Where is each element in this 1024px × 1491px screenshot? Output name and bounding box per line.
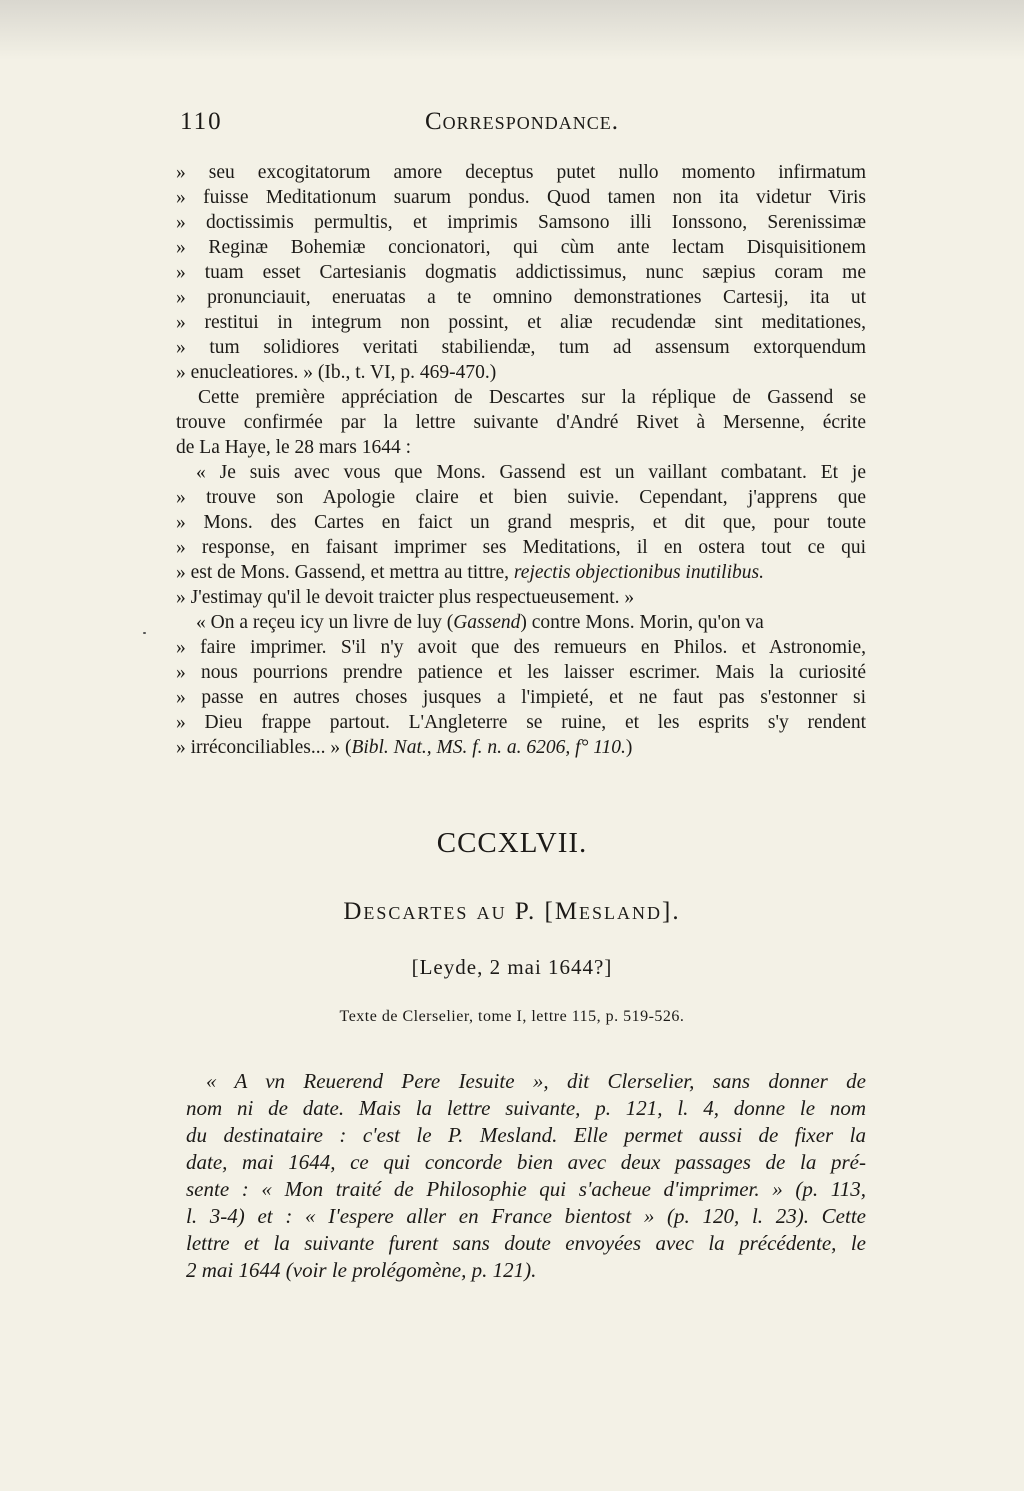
rivet-quote-text: ) bbox=[625, 737, 633, 758]
latin-quote-line: » fuisse Meditationum suarum pondus. Quod tamen non ita videtur Viris bbox=[176, 187, 866, 208]
rivet-quote-line: » J'estimay qu'il le devoit traicter plus respectueusement. » bbox=[176, 587, 635, 608]
rivet-quote-line: » Mons. des Cartes en faict un grand mespris, et dit que, pour toute bbox=[176, 512, 866, 533]
rivet-quote-text: » irréconciliables... » ( bbox=[176, 737, 352, 758]
latin-quote-line: » enucleatiores. » (Ib., t. VI, p. 469-470.) bbox=[176, 362, 497, 383]
rivet-quote-line: » Dieu frappe partout. L'Angleterre se ruine, et les esprits s'y rendent bbox=[176, 712, 866, 733]
rivet-quote-line: » faire imprimer. S'il n'y avoit que des remueurs en Philos. et Astronomie, bbox=[176, 637, 866, 658]
rivet-quote-text: » est de Mons. Gassend, et mettra au tittre, bbox=[176, 562, 514, 583]
rivet-quote-line: » trouve son Apologie claire et bien suivie. Cependant, j'apprens que bbox=[176, 487, 866, 508]
commentary-line: sente : « Mon traité de Philosophie qui s'acheue d'imprimer. » (p. 113, bbox=[186, 1177, 866, 1201]
letter-title: Descartes au P. [Mesland]. bbox=[343, 898, 681, 925]
latin-quote-line: » Reginæ Bohemiæ concionatori, qui cùm ante lectam Disquisitionem bbox=[176, 237, 866, 258]
rivet-quote-line bbox=[176, 560, 866, 585]
commentary-line: 2 mai 1644 (voir le prolégomène, p. 121). bbox=[186, 1258, 537, 1282]
rivet-quote-text: « On a reçeu icy un livre de luy ( bbox=[196, 612, 454, 633]
rivet-quote-text: ) contre Mons. Morin, qu'on va bbox=[520, 612, 764, 633]
letter-date: [Leyde, 2 mai 1644?] bbox=[411, 955, 613, 979]
latin-quote-line: » tum solidiores veritati stabiliendæ, tum ad assensum extorquendum bbox=[176, 337, 866, 358]
citation: Bibl. Nat., MS. f. n. a. 6206, f° 110. bbox=[351, 737, 626, 758]
scan-speck bbox=[143, 632, 146, 634]
latin-quote-line: » doctissimis permultis, et imprimis Samsono illi Ionssono, Serenissimæ bbox=[176, 212, 866, 233]
commentary-line: du destinataire : c'est le P. Mesland. Elle permet aussi de fixer la bbox=[186, 1123, 866, 1147]
commentary-line: nom ni de date. Mais la lettre suivante, p. 121, l. 4, donne le nom bbox=[186, 1096, 866, 1120]
commentary-line: « A vn Reuerend Pere Iesuite », dit Clerselier, sans donner de bbox=[206, 1069, 866, 1093]
rivet-quote-line bbox=[196, 610, 866, 635]
letter-source: Texte de Clerselier, tome I, lettre 115, p. 519-526. bbox=[339, 1008, 685, 1025]
latin-quote-line: » pronunciauit, eneruatas a te omnino demonstrationes Cartesij, ita ut bbox=[176, 287, 866, 308]
page-header bbox=[0, 108, 1024, 142]
rivet-quote-line bbox=[176, 735, 866, 760]
author-name: Gassend bbox=[453, 612, 521, 633]
rivet-quote-line: « Je suis avec vous que Mons. Gassend est un vaillant combatant. Et je bbox=[196, 462, 866, 483]
page-number: 110 bbox=[180, 108, 223, 135]
running-head: Correspondance. bbox=[425, 108, 619, 135]
latin-quote-line: » restitui in integrum non possint, et aliæ recudendæ sint meditationes, bbox=[176, 312, 866, 333]
intro-line: trouve confirmée par la lettre suivante d'André Rivet à Mersenne, écrite bbox=[176, 412, 866, 433]
rivet-quote-line: » passe en autres choses jusques a l'impieté, et ne faut pas s'estonner si bbox=[176, 687, 866, 708]
latin-quote-line: » seu excogitatorum amore deceptus putet nullo momento infirmatum bbox=[176, 162, 866, 183]
latin-quote-line: » tuam esset Cartesianis dogmatis addictissimus, nunc sæpius coram me bbox=[176, 262, 866, 283]
intro-line: Cette première appréciation de Descartes sur la réplique de Gassend se bbox=[198, 387, 866, 408]
letter-number: CCCXLVII. bbox=[436, 827, 588, 859]
rivet-quote-line: » response, en faisant imprimer ses Meditations, il en ostera tout ce qui bbox=[176, 537, 866, 558]
intro-line: de La Haye, le 28 mars 1644 : bbox=[176, 437, 412, 458]
rivet-quote-line: » nous pourrions prendre patience et les laisser escrimer. Mais la curiosité bbox=[176, 662, 866, 683]
commentary-line: lettre et la suivante furent sans doute envoyées avec la précédente, le bbox=[186, 1231, 866, 1255]
latin-phrase: rejectis objectionibus inutilibus. bbox=[513, 562, 764, 583]
commentary-line: date, mai 1644, ce qui concorde bien avec deux passages de la pré- bbox=[186, 1150, 866, 1174]
scan-shading bbox=[0, 0, 1024, 60]
commentary-line: l. 3-4) et : « I'espere aller en France bientost » (p. 120, l. 23). Cette bbox=[186, 1204, 866, 1228]
